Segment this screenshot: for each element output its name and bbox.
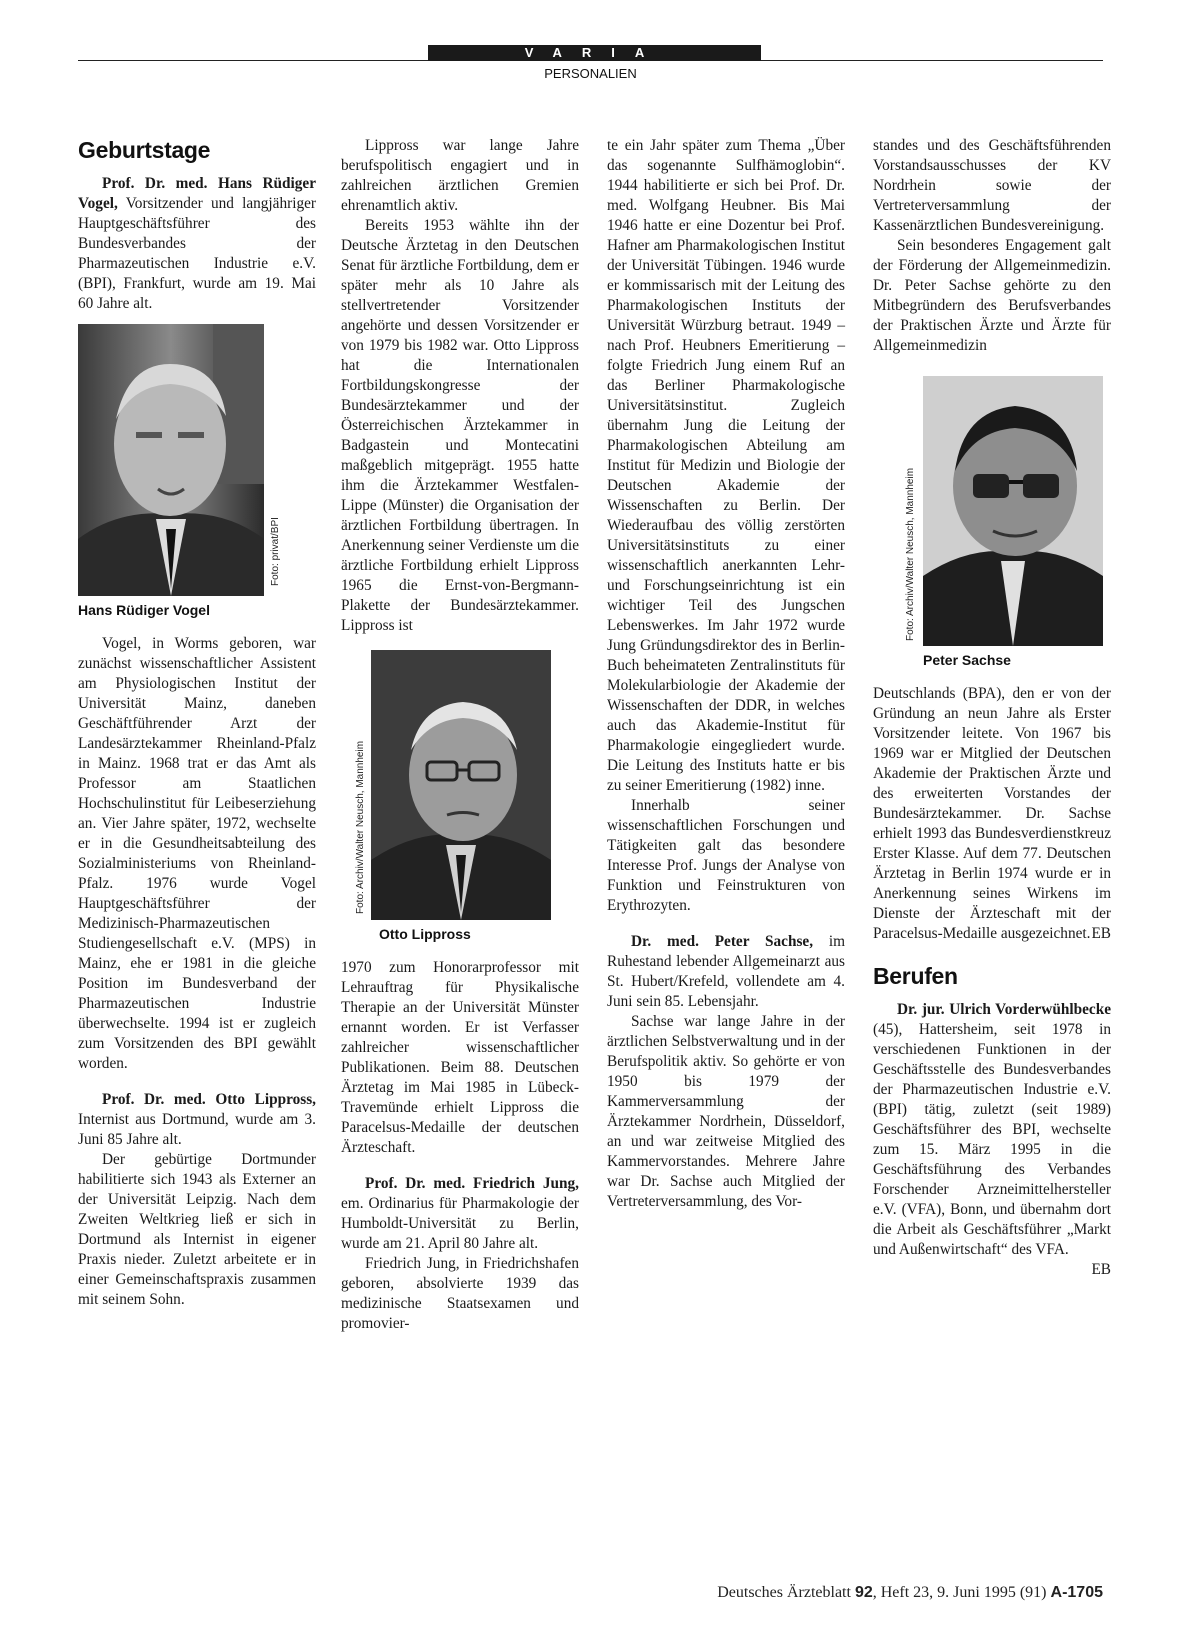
sachse-p2: standes und des Geschäftsführenden Vorstandsausschusses der KV Nordrhein sowie der Vertreterversammlung der Kassenärztlichen Bundesvereinigung. — [873, 137, 1111, 234]
jung-intro: Prof. Dr. med. Friedrich Jung, em. Ordinarius für Pharmakologie der Humboldt-Universität zu Berlin, wurde am 21. April 80 Jahre alt. — [341, 1175, 579, 1252]
page-footer — [78, 1584, 1103, 1602]
sachse-name: Dr. med. Peter Sachse, — [631, 933, 814, 950]
column-3 — [607, 136, 845, 1212]
section-label: VARIA — [428, 45, 761, 61]
sachse-p1: Sachse war lange Jahre in der ärztlichen Selbstverwaltung und in der Berufspolitik aktiv. So gehörte er von 1950 bis 1979 der Kammerversammlung der Ärztekammer Nordrhein, Düsseldorf, an und war zeitweise Mitglied des Kammervorstandes. Mehrere Jahre war Dr. Sachse auch Mitglied der Vertreterversammlung, des Vor- — [607, 1013, 845, 1210]
portrait-lippross-image — [371, 650, 551, 920]
signature-eb-2: EB — [1091, 1261, 1111, 1278]
photo-lippross — [355, 650, 579, 920]
column-2 — [341, 136, 579, 1334]
footer-issue: , Heft 23, 9. Juni 1995 (91) — [872, 1584, 1051, 1601]
caption-vogel: Hans Rüdiger Vogel — [78, 602, 210, 618]
photo-credit-lippross: Foto: Archiv/Walter Neusch, Mannheim — [355, 740, 366, 914]
photo-credit-vogel: Foto: privat/BPI — [270, 517, 281, 586]
vorderwuehlbecke-text: Dr. jur. Ulrich Vorderwühlbecke (45), Hattersheim, seit 1978 in verschiedenen Funktionen in der Geschäftsstelle des Bundesverbandes der Pharmazeutischen Industrie e.V. (BPI) tätig, zuletzt (seit 1989) Geschäftsführer des BPI, wechselte zum 15. März 1995 in die Geschäftsführung des Verbandes Forschender Arzneimittelhersteller e.V. (VFA), Bonn, und übernahm dort die Arbeit als Geschäftsführer „Markt und Außenwirtschaft“ des VFA. EB — [873, 1001, 1111, 1278]
heading-geburtstage: Geburtstage — [78, 137, 211, 163]
photo-credit-sachse: Foto: Archiv/Walter Neusch, Mannheim — [905, 467, 916, 641]
lippross-intro: Prof. Dr. med. Otto Lippross, Internist aus Dortmund, wurde am 3. Juni 85 Jahre alt. — [78, 1091, 316, 1148]
column-4 — [873, 136, 1111, 1280]
lippross-bio: Der gebürtige Dortmunder habilitierte sich 1943 als Externer an der Universität Leipzig. Nach dem Zweiten Weltkrieg ließ er sich in Dortmund als Internist in eigener Praxis nieder. Zuletzt arbeitete er in einer Gemeinschaftspraxis zusammen mit seinem Sohn. — [78, 1151, 316, 1308]
vogel-bio: Vogel, in Worms geboren, war zunächst wissenschaftlicher Assistent am Physiologischen Institut der Universität Mainz, daneben Geschäftführender Arzt der Landesärztekammer Rheinland-Pfalz in Mainz. 1968 trat er das Amt als Professor am Staatlichen Hochschulinstitut für Leibeserziehung an. Vier Jahre später, 1972, wechselte er in die Gesundheitsabteilung des Sozialministeriums von Rheinland-Pfalz. 1976 wurde Vogel Hauptgeschäftsführer der Medizinisch-Pharmazeutischen Studiengesellschaft e.V. (MPS) in Mainz, ehe er 1981 in die gleiche Position im Bundesverband der Pharmazeutischen Industrie überwechselte. 1994 ist er zugleich zum Vorsitzenden des BPI gewählt worden. — [78, 635, 316, 1072]
vorderwuehlbecke-name: Dr. jur. Ulrich Vorderwühlbecke — [897, 1001, 1111, 1018]
lippross-p2: Bereits 1953 wählte ihn der Deutsche Ärztetag in den Deutschen Senat für ärztliche Fortbildung, dem er später mehr als 10 Jahre als stellvertretender Vorsitzender angehörte und dessen Vorsitzender er von 1979 bis 1982 war. Otto Lippross hat die Internationalen Fortbildungskongresse der Bundesärztekammer und der Österreichischen Ärztekammer in Badgastein und Montecatini maßgeblich mitgeprägt. 1955 hatte ihm die Ärztekammer Westfalen-Lippe (Münster) die Organisation der ärztlichen Fortbildung übertragen. In Anerkennung seiner Verdienste um die ärztliche Fortbildung erhielt Lippross 1965 die Ernst-von-Bergmann-Plakette der Bundesärztekammer. Lippross ist — [341, 217, 579, 634]
jung-p2: te ein Jahr später zum Thema „Über das sogenannte Sulfhämoglobin“. 1944 habilitierte er sich bei Prof. Dr. med. Wolfgang Heubner. Bis Mai 1946 hatte er eine Dozentur bei Prof. Hafner am Pharmakologischen Institut der Universität Tübingen. 1946 wurde er kommissarisch mit der Leitung des Pharmakologischen Instituts der Universität Würzburg betraut. 1949 – nach Prof. Heubners Emeritierung – folgte Friedrich Jung einem Ruf an das Berliner Pharmakologische Universitätsinstitut. Zugleich übernahm Jung die Leitung der Pharmakologischen Abteilung am Institut für Medizin und Biologie der Deutschen Akademie der Wissenschaften zu Berlin. Der Wiederaufbau des völlig zerstörten Universitätsinstituts zu einer wissenschaftlich anerkannten Lehr- und Forschungseinrichtung ist ein wichtiger Teil des Jungschen Lebenswerkes. Im Jahr 1972 wurde Jung Gründungsdirektor des in Berlin-Buch beheimateten Zentralinstituts für Molekularbiologie der Akademie der Wissenschaften der DDR, in welches auch das Akademie-Institut für Pharmakologie eingegliedert wurde. Die Leitung des Instituts hatte er bis zu seiner Emeritierung (1982) inne. — [607, 137, 845, 794]
photo-sachse — [905, 376, 1111, 646]
jung-name: Prof. Dr. med. Friedrich Jung, — [365, 1175, 579, 1192]
lippross-p1: Lippross war lange Jahre berufspolitisch engagiert und in zahlreichen ärztlichen Gremien ehrenamtlich aktiv. — [341, 137, 579, 214]
subsection-label: PERSONALIEN — [544, 66, 637, 81]
signature-eb-1: EB — [1091, 925, 1111, 942]
jung-p1: Friedrich Jung, in Friedrichshafen geboren, absolvierte 1939 das medizinische Staatsexamen und promovier- — [341, 1255, 579, 1332]
footer-volume: 92 — [854, 1584, 873, 1601]
portrait-vogel-image — [78, 324, 264, 596]
sachse-intro: Dr. med. Peter Sachse, im Ruhestand lebender Allgemeinarzt aus St. Hubert/Krefeld, vollendete am 4. Juni sein 85. Lebensjahr. — [607, 933, 845, 1010]
lippross-name: Prof. Dr. med. Otto Lippross, — [102, 1091, 316, 1108]
column-1 — [78, 136, 316, 1310]
photo-vogel — [78, 324, 316, 596]
footer-journal: Deutsches Ärzteblatt — [717, 1584, 855, 1601]
lippross-p3: 1970 zum Honorarprofessor mit Lehrauftrag für Physikalische Therapie an der Universität Münster ernannt worden. Er ist Verfasser zahlreicher wissenschaftlicher Publikationen. Beim 88. Deutschen Ärztetag im Mai 1985 in Lübeck-Travemünde erhielt Lippross die Paracelsus-Medaille der deutschen Ärzteschaft. — [341, 959, 579, 1156]
vogel-name: Prof. Dr. med. Hans Rüdiger Vogel, — [78, 175, 316, 212]
footer-page-number: A-1705 — [1050, 1584, 1103, 1601]
caption-sachse: Peter Sachse — [923, 652, 1011, 668]
jung-p3: Innerhalb seiner wissenschaftlichen Forschungen und Tätigkeiten galt das besondere Interesse Prof. Jungs der Analyse von Funktion und Feinstrukturen von Erythrozyten. — [607, 797, 845, 914]
sachse-p4: Deutschlands (BPA), den er von der Gründung an neun Jahre als Erster Vorsitzender leitete. Von 1967 bis 1969 war er Mitglied der Deutschen Akademie der Praktischen Ärzte und des erweiterten Vorstandes der Bundesärztekammer. Dr. Sachse erhielt 1993 das Bundesverdienstkreuz Erster Klasse. Auf dem 77. Deutschen Ärztetag in Berlin 1974 wurde er in Anerkennung seines Wirkens im Dienste der Ärzteschaft mit der Paracelsus-Medaille ausgezeichnet. EB — [873, 685, 1111, 942]
heading-berufen: Berufen — [873, 963, 958, 989]
portrait-sachse-image — [923, 376, 1103, 646]
sachse-p3: Sein besonderes Engagement galt der Förderung der Allgemeinmedizin. Dr. Peter Sachse gehörte zu den Mitbegründern des Berufsverbandes der Praktischen Ärzte und Ärzte für Allgemeinmedizin — [873, 237, 1111, 354]
vogel-intro: Prof. Dr. med. Hans Rüdiger Vogel, Vorsitzender und langjähriger Hauptgeschäftsführer des Bundesverbandes der Pharmazeutischen Industrie e.V. (BPI), Frankfurt, wurde am 19. Mai 60 Jahre alt. — [78, 175, 316, 312]
caption-lippross: Otto Lippross — [379, 926, 471, 942]
